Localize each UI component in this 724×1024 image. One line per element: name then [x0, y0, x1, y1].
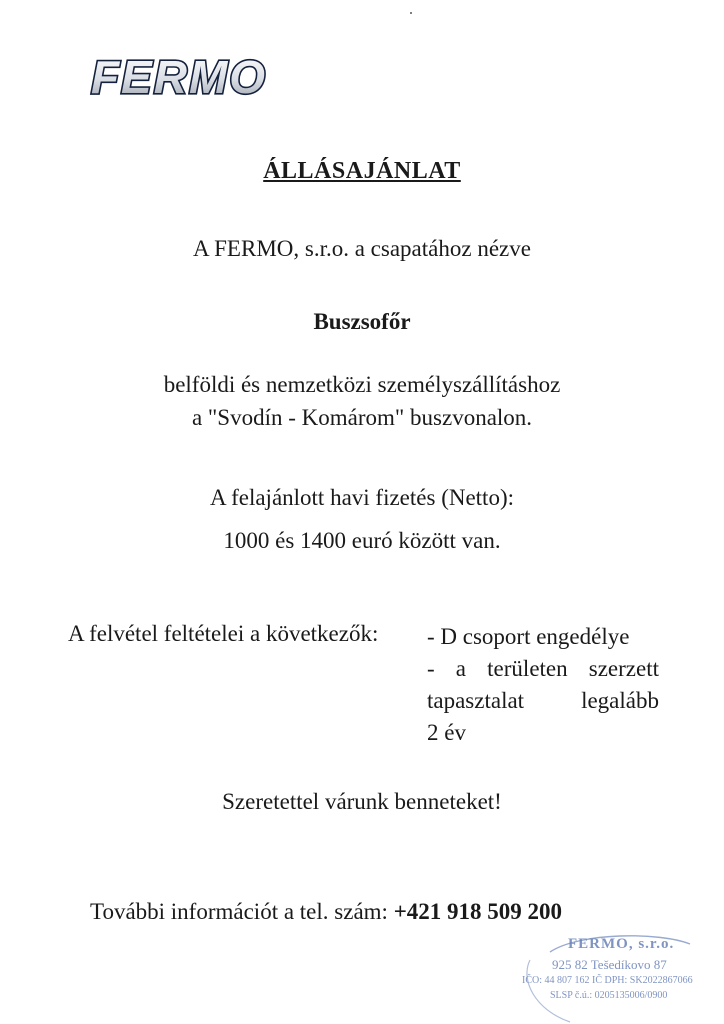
- salary-line-1: A felajánlott havi fizetés (Netto):: [210, 485, 514, 510]
- stamp-bank: SLSP č.ú.: 0205135006/0900: [550, 990, 668, 1001]
- company-stamp: [510, 930, 724, 1024]
- svg-text:FERMO: FERMO: [90, 52, 268, 103]
- page-title: ÁLLÁSAJÁNLAT: [263, 158, 461, 184]
- scan-speck: [410, 12, 412, 14]
- closing-text: Szeretettel várunk benneteket!: [222, 789, 502, 814]
- stamp-ids: IČO: 44 807 162 IČ DPH: SK2022867066: [522, 975, 693, 986]
- position-title: Buszsofőr: [313, 309, 411, 334]
- requirement-item: - D csoport engedélye: [427, 624, 630, 649]
- scope-line-2: a "Svodín - Komárom" buszvonalon.: [191, 405, 533, 430]
- requirements-list: [427, 621, 659, 749]
- stamp-address: 925 82 Tešedíkovo 87: [552, 957, 667, 972]
- phone-number: +421 918 509 200: [393, 899, 563, 924]
- scope-line-1: belföldi és nemzetközi személyszállításhoz: [163, 372, 561, 397]
- contact-label: További információt a tel. szám:: [90, 899, 388, 924]
- requirement-item: - a területen szerzett: [427, 656, 659, 681]
- requirement-item: 2 év: [427, 720, 466, 745]
- requirement-item: tapasztalat legalább: [427, 688, 659, 713]
- requirements-label: A felvétel feltételei a következők:: [68, 621, 379, 646]
- contact-line: [90, 899, 562, 925]
- salary-line-2: 1000 és 1400 euró között van.: [223, 528, 501, 553]
- fermo-logo: [74, 52, 284, 104]
- stamp-name: FERMO, s.r.o.: [568, 936, 675, 952]
- intro-text: A FERMO, s.r.o. a csapatához nézve: [193, 236, 531, 261]
